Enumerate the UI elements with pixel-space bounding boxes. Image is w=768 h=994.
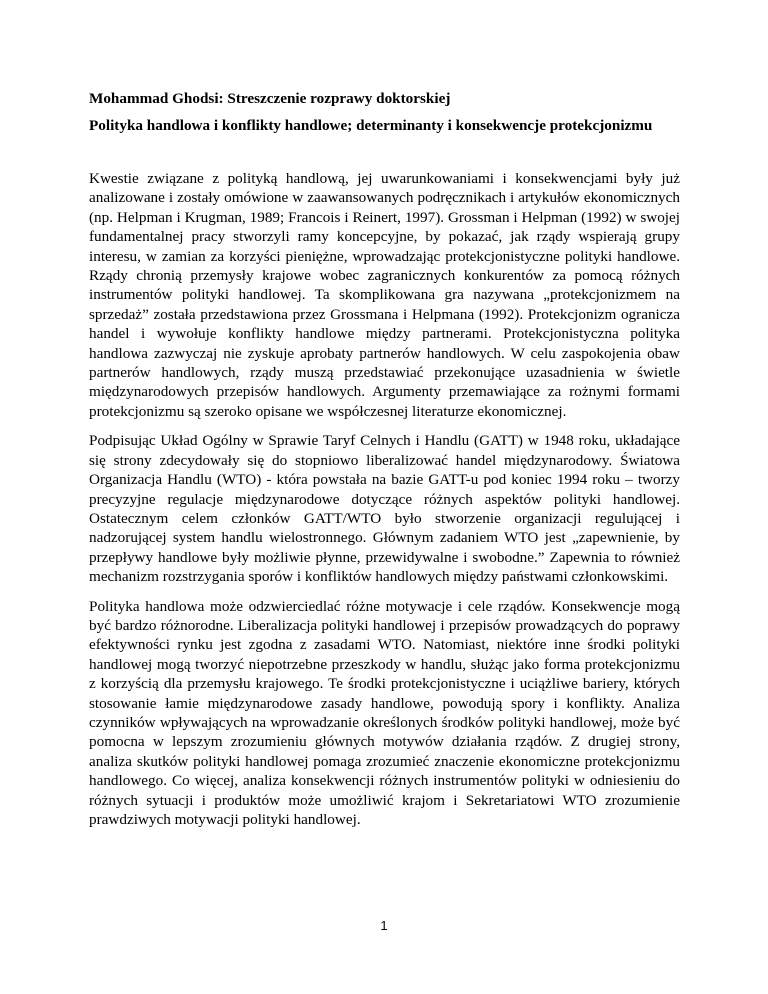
page-number: 1 xyxy=(380,918,388,933)
document-page xyxy=(89,89,680,839)
document-author-title: Mohammad Ghodsi: Streszczenie rozprawy doktorskiej xyxy=(89,90,451,107)
body-paragraph-2: Podpisując Układ Ogólny w Sprawie Taryf Celnych i Handlu (GATT) w 1948 roku, układające się strony zdecydowały się do stopniowo liberalizować handel międzynarodowy. Światowa Organizacja Handlu (WTO) - która powstała na bazie GATT-u pod koniec 1994 roku – tworzy precyzyjne regulacje międzynarodowe dotyczące różnych aspektów polityki handlowej. Ostatecznym celem członków GATT/WTO było stworzenie organizacji regulującej i nadzorującej system handlu wielostronnego. Głównym zadaniem WTO jest „zapewnienie, by przepływy handlowe były możliwie płynne, przewidywalne i swobodne.” Zapewnia to również mechanizm rozstrzygania sporów i konfliktów handlowych między państwami członkowskimi. xyxy=(89,432,680,586)
body-paragraph-3: Polityka handlowa może odzwierciedlać różne motywacje i cele rządów. Konsekwencje mogą być bardzo różnorodne. Liberalizacja polityki handlowej i przepisów prowadzących do poprawy efektywności rynku jest zgodna z zasadami WTO. Natomiast, niektóre inne środki polityki handlowej mogą tworzyć niepotrzebne przeszkody w handlu, służąc jako forma protekcjonizmu z korzyścią dla przemysłu krajowego. Te środki protekcjonistyczne i uciążliwe bariery, których stosowanie łamie międzynarodowe zasady handlowe, powodują spory i konflikty. Analiza czynników wpływających na wprowadzanie określonych środków polityki handlowej, może być pomocna w lepszym zrozumieniu głównych motywów działania rządów. Z drugiej strony, analiza skutków polityki handlowej pomaga zrozumieć znaczenie ekonomiczne protekcjonizmu handlowego. Co więcej, analiza konsekwencji różnych instrumentów polityki w odniesieniu do różnych sytuacji i produktów może umożliwić krajom i Sekretariatowi WTO zrozumienie prawdziwych motywacji polityki handlowej. xyxy=(89,597,680,828)
document-work-title: Polityka handlowa i konflikty handlowe; determinanty i konsekwencje protekcjonizmu xyxy=(89,117,653,134)
body-paragraph-1: Kwestie związane z polityką handlową, jej uwarunkowaniami i konsekwencjami były już analizowane i zostały omówione w zaawansowanych podręcznikach i artykułów ekonomicznych (np. Helpman i Krugman, 1989; Francois i Reinert, 1997). Grossman i Helpman (1992) w swojej fundamentalnej pracy stworzyli ramy koncepcyjne, by pokazać, jak rządy wspierają grupy interesu, w zamian za korzyści pieniężne, wprowadzając protekcjonistyczne polityki handlowe. Rządy chronią przemysły krajowe wobec zagranicznych konkurentów za pomocą różnych instrumentów polityki handlowej. Ta skomplikowana gra nazywana „protekcjonizmem na sprzedaż” została przedstawiona przez Grossmana i Helpmana (1992). Protekcjonizm ogranicza handel i wywołuje konflikty handlowe między partnerami. Protekcjonistyczna polityka handlowa zazwyczaj nie zyskuje aprobaty partnerów handlowych. W celu zaspokojenia obaw partnerów handlowych, rządy muszą przedstawiać przekonujące uzasadnienia w świetle międzynarodowych przepisów handlowych. Argumenty przemawiające za rożnymi formami protekcjonizmu są szeroko opisane we współczesnej literaturze ekonomicznej. xyxy=(89,170,680,420)
